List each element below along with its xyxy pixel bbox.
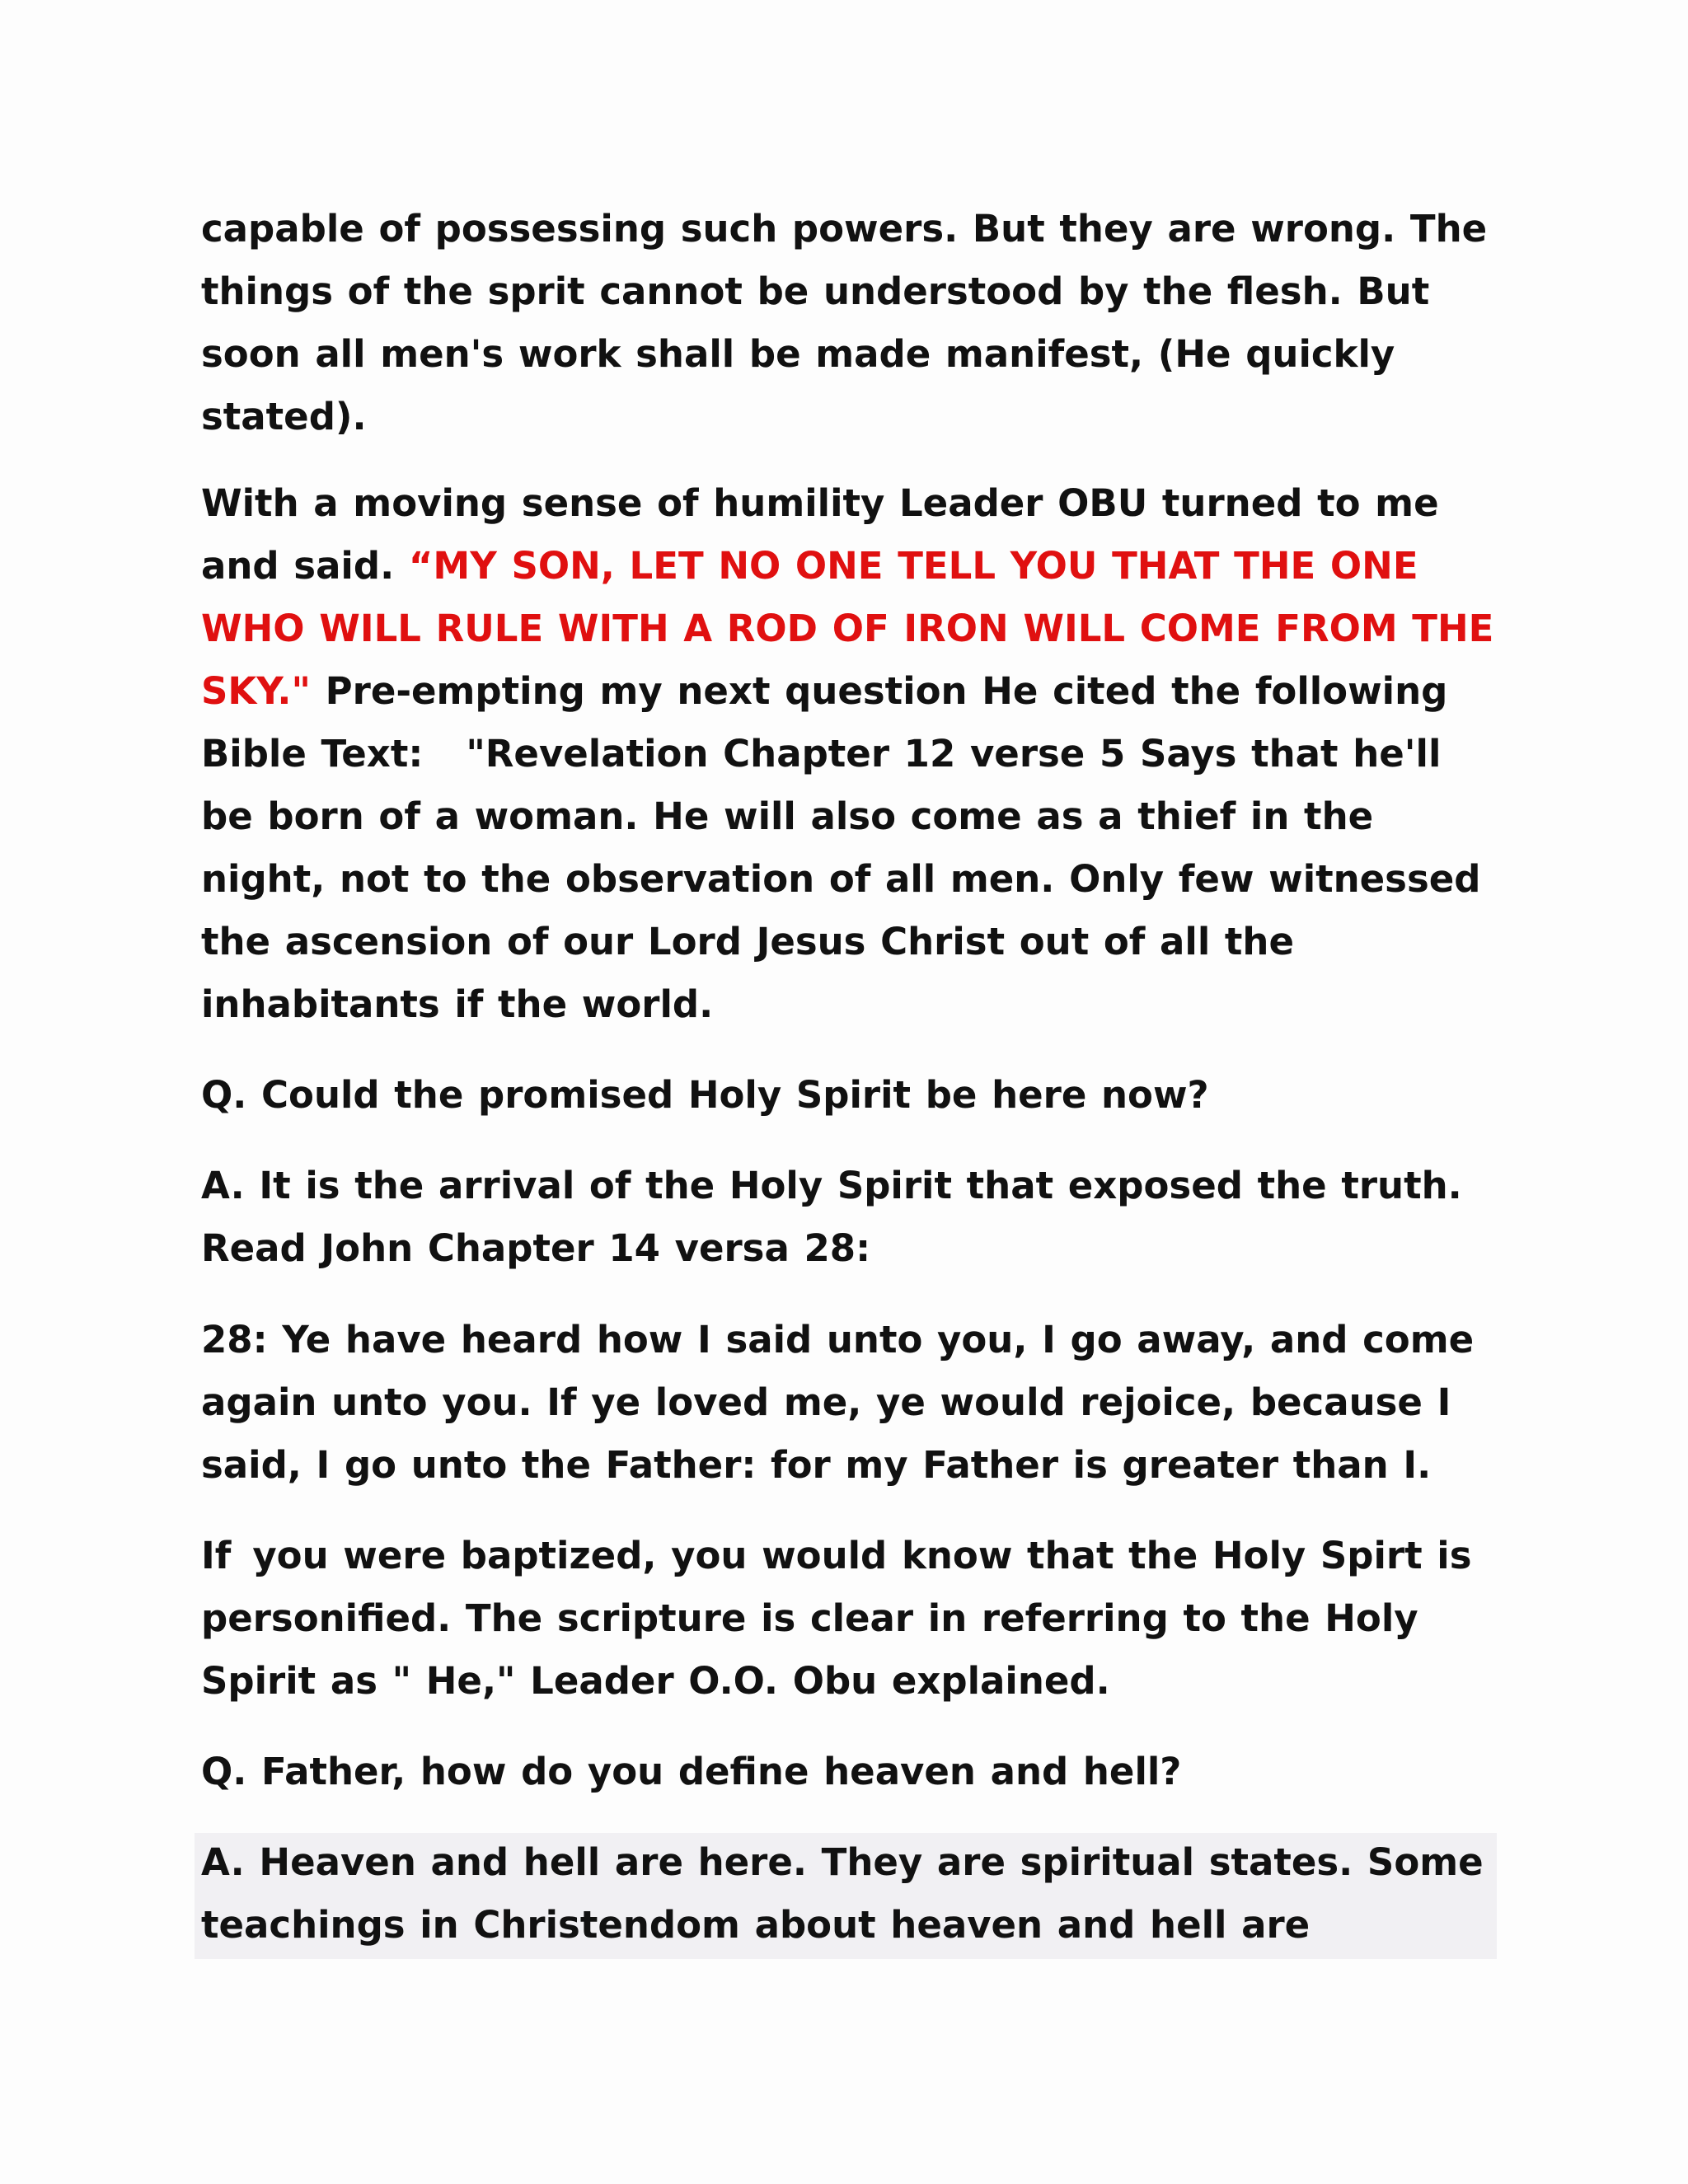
paragraph-baptized-first-word: If — [201, 1534, 232, 1577]
scripture-verse-28-text: 28: Ye have heard how I said unto you, I go away, and come again unto you. If ye loved me, ye would rejoice, because I said, I go unto the Father: for my Father is greater than I. — [201, 1318, 1475, 1487]
scripture-verse-28 — [201, 1309, 1503, 1497]
question-2-text: Q. Father, how do you define heaven and hell? — [201, 1750, 1182, 1793]
answer-2 — [201, 1831, 1503, 1957]
question-2 — [201, 1741, 1503, 1803]
paragraph-2-intro: With a moving sense of humility Leader OBU turned to me and said. — [201, 481, 1439, 588]
question-1 — [201, 1064, 1503, 1127]
paragraph-baptized — [201, 1525, 1503, 1713]
red-quote: “MY SON, LET NO ONE TELL YOU THAT THE ONE WHO WILL RULE WITH A ROD OF IRON WILL COME FROM THE SKY." — [201, 544, 1494, 713]
question-1-text: Q. Could the promised Holy Spirit be here now? — [201, 1073, 1209, 1117]
paragraph-1-text: capable of possessing such powers. But they are wrong. The things of the sprit cannot be understood by the flesh. But soon all men's work shall be made manifest, (He quickly stated). — [201, 207, 1488, 438]
answer-1 — [201, 1155, 1503, 1280]
answer-1-text: A. It is the arrival of the Holy Spirit that exposed the truth. Read John Chapter 14 versa 28: — [201, 1164, 1462, 1270]
paragraph-2-revelation: "Revelation Chapter 12 verse 5 Says that he'll be born of a woman. He will also come as a thief in the night, not to the observation of all men. Only few witnessed the ascension of our Lord Jesus Christ out of all the inhabitants if the world. — [201, 732, 1481, 1026]
paragraph-baptized-rest: you were baptized, you would know that the Holy Spirt is personified. The scripture is clear in referring to the Holy Spirit as " He," Leader O.O. Obu explained. — [201, 1534, 1472, 1703]
paragraph-2 — [201, 472, 1503, 1036]
paragraph-2-bible-ref: Pre-empting my next question He cited the following Bible Text: — [201, 669, 1448, 776]
paragraph-1 — [201, 198, 1503, 448]
answer-2-text: A. Heaven and hell are here. They are spiritual states. Some teachings in Christendom about heaven and hell are — [201, 1840, 1484, 1947]
